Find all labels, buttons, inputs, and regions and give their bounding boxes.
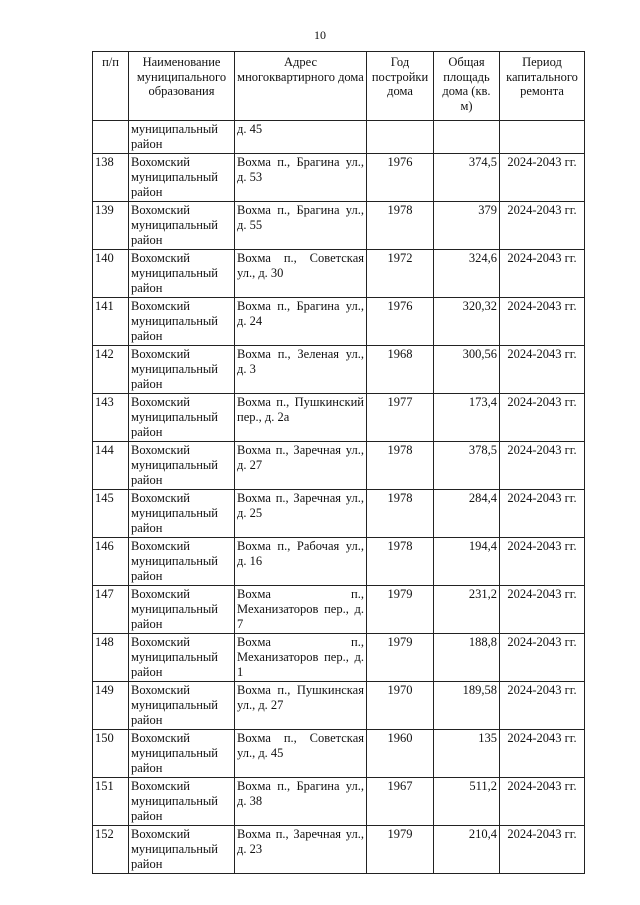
cell-address: Вохма п., Рабочая ул., д. 16: [235, 538, 367, 586]
cell-address: Вохма п., Советская ул., д. 30: [235, 250, 367, 298]
cell-year: 1976: [367, 298, 434, 346]
cell-period: 2024-2043 гг.: [500, 778, 585, 826]
cell-number: 148: [93, 634, 129, 682]
cell-address: Вохма п., Заречная ул., д. 23: [235, 826, 367, 874]
cell-number: 141: [93, 298, 129, 346]
cell-year: 1978: [367, 538, 434, 586]
cell-year: 1970: [367, 682, 434, 730]
cell-municipality: Вохомский муниципальный район: [129, 826, 235, 874]
cell-address: Вохма п., Зеленая ул., д. 3: [235, 346, 367, 394]
cell-area: 135: [434, 730, 500, 778]
cell-number: 152: [93, 826, 129, 874]
cell-area: 324,6: [434, 250, 500, 298]
cell-municipality: Вохомский муниципальный район: [129, 586, 235, 634]
cell-area: 374,5: [434, 154, 500, 202]
cell-year: 1960: [367, 730, 434, 778]
cell-municipality: муниципальный район: [129, 121, 235, 154]
cell-address: Вохма п., Заречная ул., д. 25: [235, 490, 367, 538]
cell-number: 147: [93, 586, 129, 634]
table-row: [93, 202, 585, 250]
cell-year: 1967: [367, 778, 434, 826]
cell-municipality: Вохомский муниципальный район: [129, 442, 235, 490]
cell-municipality: Вохомский муниципальный район: [129, 682, 235, 730]
cell-period: 2024-2043 гг.: [500, 394, 585, 442]
cell-area: 173,4: [434, 394, 500, 442]
cell-period: 2024-2043 гг.: [500, 442, 585, 490]
cell-area: 189,58: [434, 682, 500, 730]
cell-address: д. 45: [235, 121, 367, 154]
cell-municipality: Вохомский муниципальный район: [129, 634, 235, 682]
cell-area: 188,8: [434, 634, 500, 682]
cell-period: 2024-2043 гг.: [500, 490, 585, 538]
table-row: [93, 442, 585, 490]
header-municipality: Наименование муниципального образования: [129, 52, 235, 121]
cell-period: 2024-2043 гг.: [500, 634, 585, 682]
table-row: [93, 298, 585, 346]
header-area: Общая площадь дома (кв. м): [434, 52, 500, 121]
cell-number: [93, 121, 129, 154]
cell-number: 138: [93, 154, 129, 202]
cell-period: 2024-2043 гг.: [500, 682, 585, 730]
cell-area: 210,4: [434, 826, 500, 874]
cell-year: 1968: [367, 346, 434, 394]
header-address: Адрес многоквартирного дома: [235, 52, 367, 121]
table-header-row: [93, 52, 585, 121]
cell-number: 140: [93, 250, 129, 298]
cell-municipality: Вохомский муниципальный район: [129, 394, 235, 442]
cell-address: Вохма п., Механизаторов пер., д. 7: [235, 586, 367, 634]
cell-period: 2024-2043 гг.: [500, 346, 585, 394]
cell-year: 1979: [367, 826, 434, 874]
cell-area: 379: [434, 202, 500, 250]
table-row: [93, 538, 585, 586]
cell-address: Вохма п., Брагина ул., д. 53: [235, 154, 367, 202]
cell-address: Вохма п., Брагина ул., д. 24: [235, 298, 367, 346]
cell-period: 2024-2043 гг.: [500, 538, 585, 586]
cell-year: 1976: [367, 154, 434, 202]
table-row: [93, 346, 585, 394]
cell-year: 1979: [367, 586, 434, 634]
cell-area: 284,4: [434, 490, 500, 538]
cell-address: Вохма п., Брагина ул., д. 55: [235, 202, 367, 250]
cell-year: [367, 121, 434, 154]
header-number: п/п: [93, 52, 129, 121]
cell-number: 149: [93, 682, 129, 730]
cell-period: [500, 121, 585, 154]
table-row: [93, 778, 585, 826]
cell-number: 142: [93, 346, 129, 394]
cell-number: 145: [93, 490, 129, 538]
cell-address: Вохма п., Заречная ул., д. 27: [235, 442, 367, 490]
cell-year: 1972: [367, 250, 434, 298]
cell-area: 194,4: [434, 538, 500, 586]
cell-year: 1978: [367, 490, 434, 538]
cell-number: 146: [93, 538, 129, 586]
cell-municipality: Вохомский муниципальный район: [129, 154, 235, 202]
table-row: [93, 250, 585, 298]
cell-municipality: Вохомский муниципальный район: [129, 298, 235, 346]
cell-address: Вохма п., Советская ул., д. 45: [235, 730, 367, 778]
cell-period: 2024-2043 гг.: [500, 250, 585, 298]
cell-year: 1977: [367, 394, 434, 442]
continuation-row: [93, 121, 585, 154]
cell-area: 511,2: [434, 778, 500, 826]
cell-period: 2024-2043 гг.: [500, 298, 585, 346]
housing-registry-table: [92, 51, 585, 874]
cell-number: 143: [93, 394, 129, 442]
cell-year: 1979: [367, 634, 434, 682]
table-row: [93, 826, 585, 874]
table-row: [93, 394, 585, 442]
cell-municipality: Вохомский муниципальный район: [129, 250, 235, 298]
cell-area: [434, 121, 500, 154]
cell-address: Вохма п., Механизаторов пер., д. 1: [235, 634, 367, 682]
cell-area: 231,2: [434, 586, 500, 634]
cell-municipality: Вохомский муниципальный район: [129, 202, 235, 250]
cell-period: 2024-2043 гг.: [500, 826, 585, 874]
cell-period: 2024-2043 гг.: [500, 202, 585, 250]
cell-municipality: Вохомский муниципальный район: [129, 346, 235, 394]
cell-address: Вохма п., Пушкинская ул., д. 27: [235, 682, 367, 730]
cell-area: 378,5: [434, 442, 500, 490]
table-row: [93, 586, 585, 634]
cell-address: Вохма п., Пушкинский пер., д. 2а: [235, 394, 367, 442]
cell-year: 1978: [367, 442, 434, 490]
cell-address: Вохма п., Брагина ул., д. 38: [235, 778, 367, 826]
cell-period: 2024-2043 гг.: [500, 586, 585, 634]
cell-year: 1978: [367, 202, 434, 250]
cell-area: 320,32: [434, 298, 500, 346]
cell-number: 151: [93, 778, 129, 826]
cell-municipality: Вохомский муниципальный район: [129, 730, 235, 778]
table-row: [93, 682, 585, 730]
cell-period: 2024-2043 гг.: [500, 730, 585, 778]
cell-municipality: Вохомский муниципальный район: [129, 490, 235, 538]
cell-number: 150: [93, 730, 129, 778]
table-row: [93, 730, 585, 778]
table-row: [93, 154, 585, 202]
table-row: [93, 490, 585, 538]
cell-municipality: Вохомский муниципальный район: [129, 778, 235, 826]
cell-area: 300,56: [434, 346, 500, 394]
cell-municipality: Вохомский муниципальный район: [129, 538, 235, 586]
table-row: [93, 634, 585, 682]
cell-number: 144: [93, 442, 129, 490]
header-year: Год постройки дома: [367, 52, 434, 121]
header-period: Период капитального ремонта: [500, 52, 585, 121]
cell-number: 139: [93, 202, 129, 250]
cell-period: 2024-2043 гг.: [500, 154, 585, 202]
page-number: 10: [314, 28, 326, 42]
